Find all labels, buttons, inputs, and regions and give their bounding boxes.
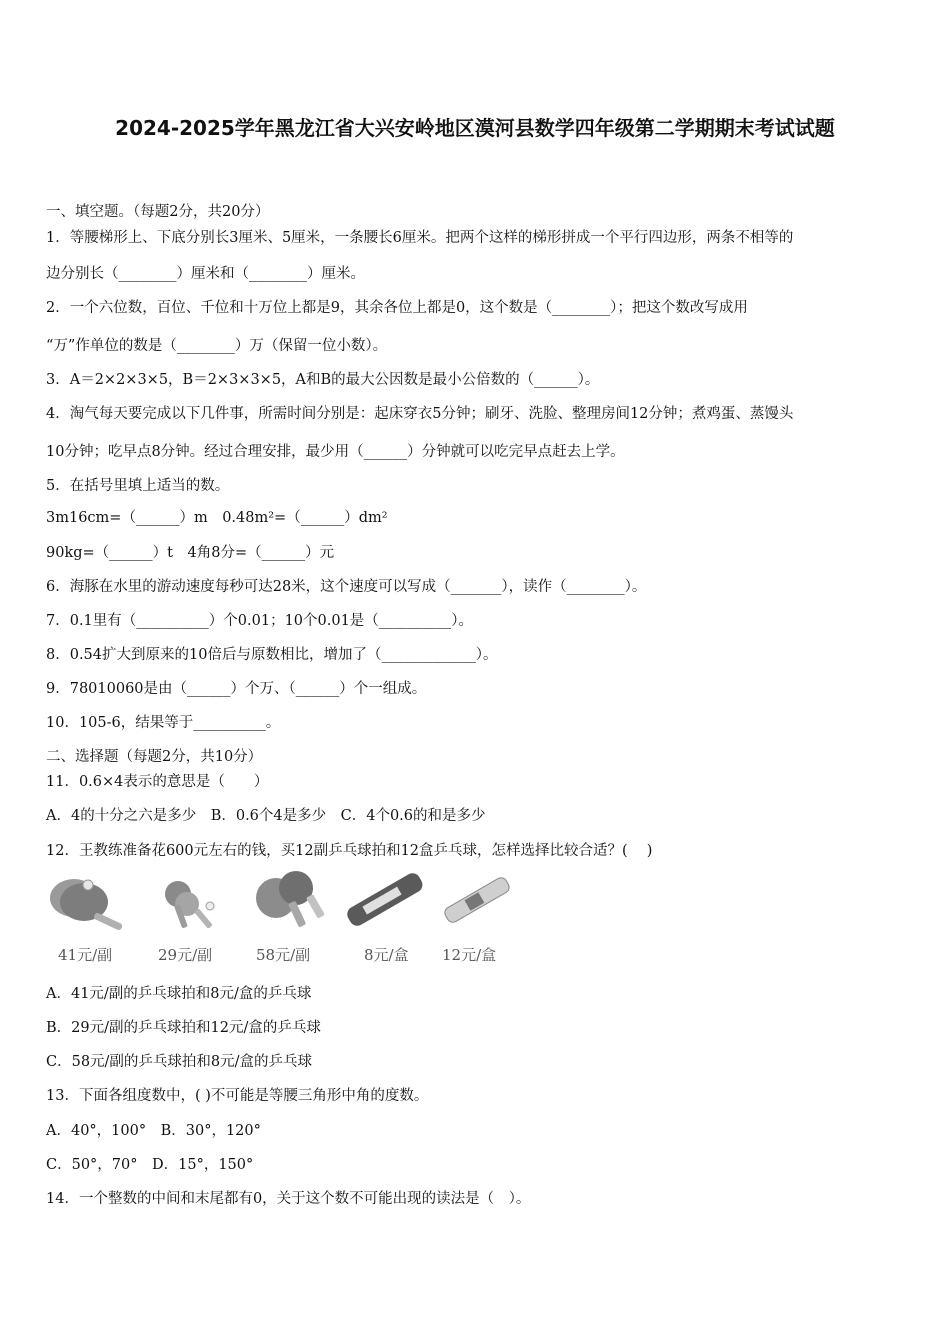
question-3: 3．A＝2×2×3×5，B＝2×3×3×5，A和B的最大公因数是最小公倍数的（______）。 [46,372,600,388]
paddle-pair-icon [50,879,123,931]
question-6: 6．海豚在水里的游动速度每秒可达28米，这个速度可以写成（_______），读作（________）。 [46,579,647,595]
price-label-1: 41元/副 [58,946,113,964]
price-label-2: 29元/副 [158,946,213,964]
question-12-option-a: A．41元/副的乒乓球拍和8元/盒的乒乓球 [46,986,312,1002]
question-10: 10．105-6，结果等于__________。 [46,715,281,731]
question-8: 8．0.54扩大到原来的10倍后与原数相比，增加了（_____________）。 [46,647,498,663]
question-1-line-2: 边分别长（________）厘米和（________）厘米。 [46,266,365,282]
question-4-line-2: 10分钟；吃早点8分钟。经过合理安排，最少用（______）分钟就可以吃完早点赶去上学。 [46,444,625,460]
question-11: 11．0.6×4表示的意思是（ ） [46,774,269,790]
question-7: 7．0.1里有（__________）个0.01；10个0.01是（__________）。 [46,613,474,629]
question-5-part-b: 90kg=（______）t 4角8分=（______）元 [46,545,335,561]
question-12-option-c: C．58元/副的乒乓球拍和8元/盒的乒乓球 [46,1054,313,1070]
question-5-part-a: 3m16cm=（______）m 0.48m²=（______）dm² [46,510,388,526]
question-2-line-1: 2．一个六位数，百位、千位和十万位上都是9，其余各位上都是0，这个数是（________）；把这个数改写成用 [46,300,748,316]
question-2-line-2: “万”作单位的数是（________）万（保留一位小数）。 [46,338,388,354]
section-choice-heading: 二、选择题（每题2分，共10分） [46,749,263,765]
question-12: 12．王教练准备花600元左右的钱，买12副乒乓球拍和12盒乒乓球，怎样选择比较合适？( ) [46,843,653,859]
price-label-5: 12元/盒 [442,946,497,964]
question-13-options-ab: A．40°，100° B．30°，120° [46,1123,261,1139]
question-11-options: A．4的十分之六是多少 B．0.6个4是多少 C．4个0.6的和是多少 [46,808,486,824]
ping-pong-products-figure [44,868,524,968]
question-4-line-1: 4．淘气每天要完成以下几件事，所需时间分别是：起床穿衣5分钟；刷牙、洗脸、整理房间12分钟；煮鸡蛋、蒸馒头 [46,406,794,422]
ball-tube-icon [344,870,425,928]
question-13-options-cd: C．50°，70° D．15°，150° [46,1157,254,1173]
page-title: 2024-2025学年黑龙江省大兴安岭地区漠河县数学四年级第二学期期末考试试题 [115,116,835,140]
price-label-4: 8元/盒 [364,946,409,964]
question-14: 14．一个整数的中间和末尾都有0，关于这个数不可能出现的读法是（ ）。 [46,1191,531,1207]
price-label-3: 58元/副 [256,946,311,964]
question-12-option-b: B．29元/副的乒乓球拍和12元/盒的乒乓球 [46,1020,321,1036]
question-13: 13．下面各组度数中，( )不可能是等腰三角形中角的度数。 [46,1088,429,1104]
ball-box-icon [443,876,512,925]
section-fill-in-heading: 一、填空题。（每题2分，共20分） [46,204,270,220]
paddle-large-icon [256,871,325,928]
paddle-small-icon [165,881,214,929]
question-1-line-1: 1．等腰梯形上、下底分别长3厘米、5厘米，一条腰长6厘米。把两个这样的梯形拼成一个平行四边形，两条不相等的 [46,230,794,246]
question-9: 9．78010060是由（______）个万、（______）个一组成。 [46,681,427,697]
question-5: 5．在括号里填上适当的数。 [46,478,230,494]
